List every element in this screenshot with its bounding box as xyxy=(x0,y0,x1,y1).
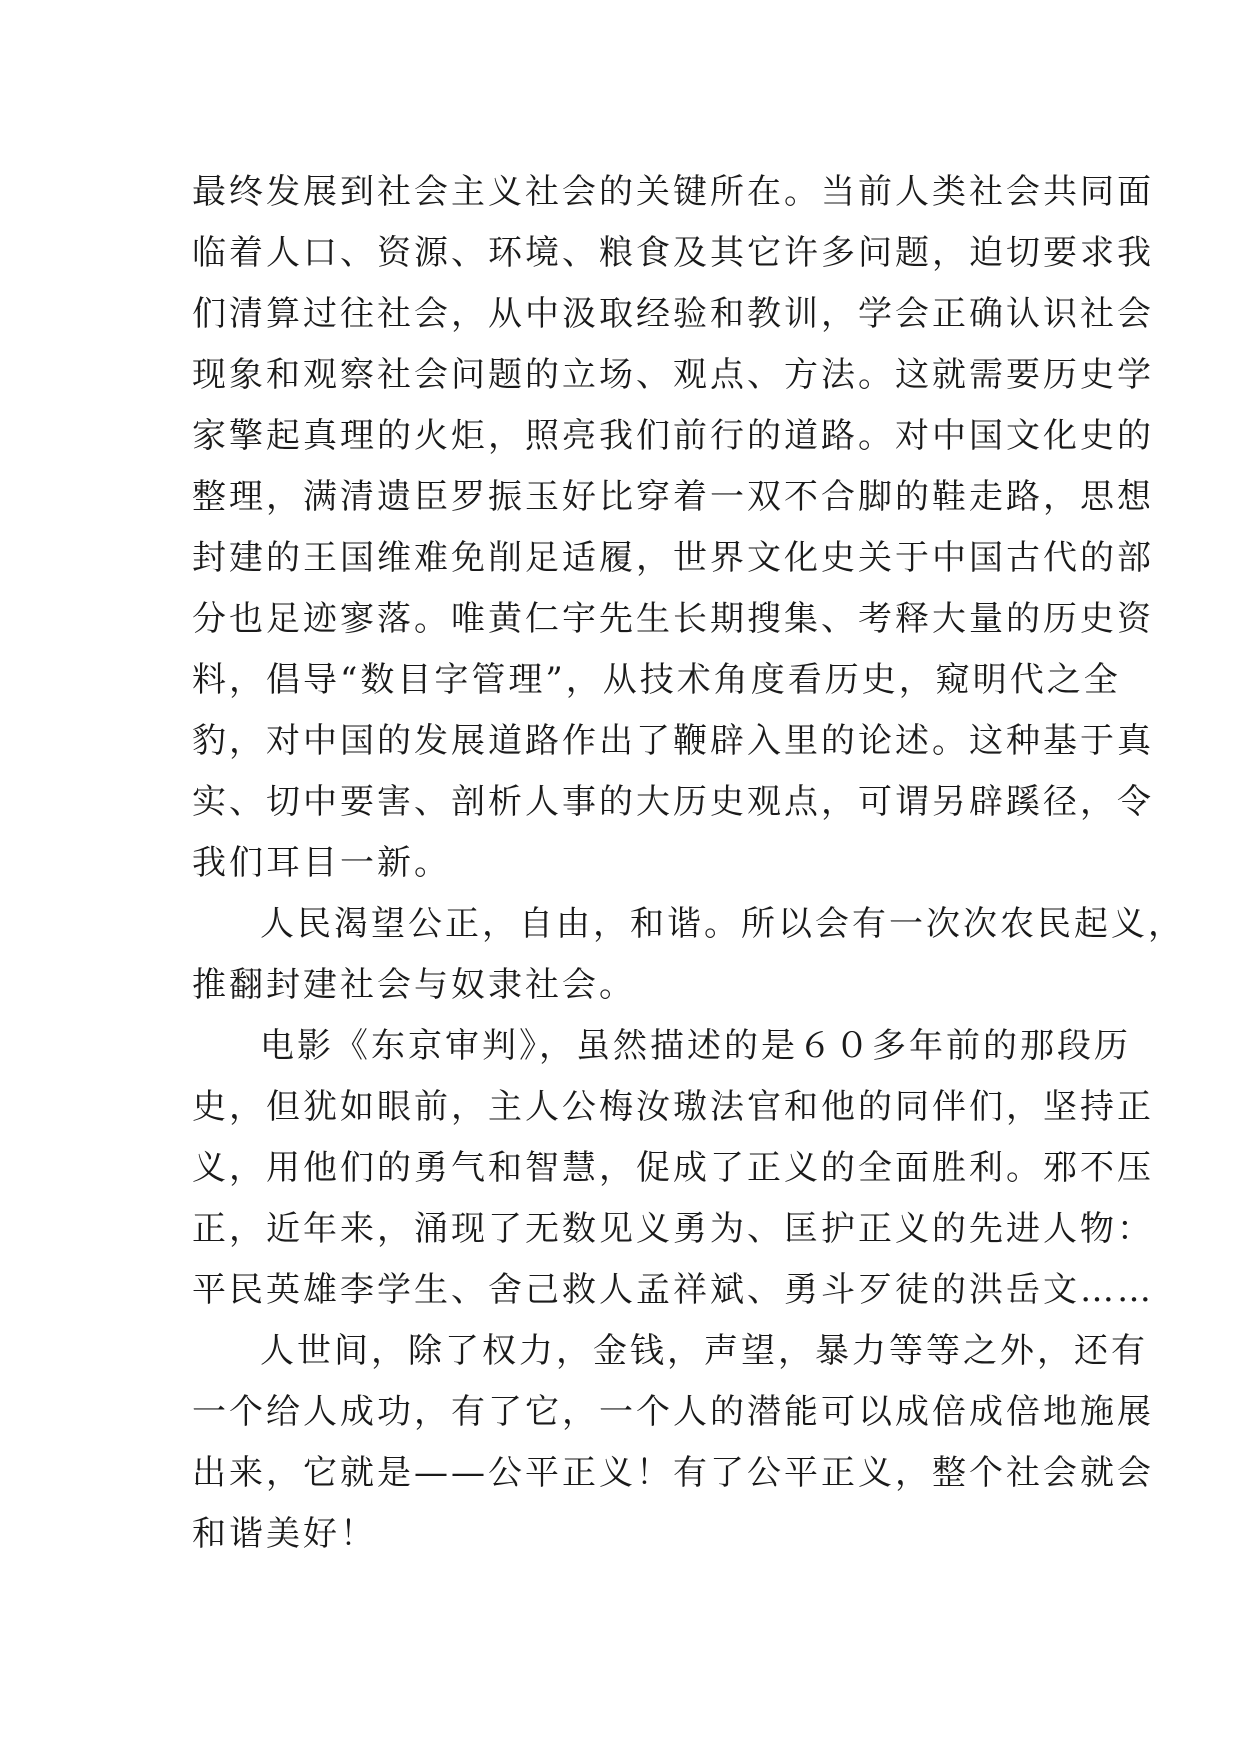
text-line: 最终发展到社会主义社会的关键所在。当前人类社会共同面 xyxy=(192,172,1154,212)
text-line: 们清算过往社会，从中汲取经验和教训，学会正确认识社会 xyxy=(192,294,1154,334)
text-line: 一个给人成功，有了它，一个人的潜能可以成倍成倍地施展 xyxy=(192,1392,1154,1432)
text-line: 分也足迹寥落。唯黄仁宇先生长期搜集、考释大量的历史资 xyxy=(192,599,1154,639)
text-line: 推翻封建社会与奴隶社会。 xyxy=(192,965,636,1005)
text-line: 家擎起真理的火炬，照亮我们前行的道路。对中国文化史的 xyxy=(192,416,1154,456)
text-line: 整理，满清遗臣罗振玉好比穿着一双不合脚的鞋走路，思想 xyxy=(192,477,1154,517)
body-text xyxy=(192,162,1185,1565)
text-line: 史，但犹如眼前，主人公梅汝璈法官和他的同伴们，坚持正 xyxy=(192,1087,1154,1127)
text-line: 正，近年来，涌现了无数见义勇为、匡护正义的先进人物： xyxy=(192,1209,1154,1249)
paragraph-start-line: 电影《东京审判》，虽然描述的是６０多年前的那段历 xyxy=(260,1026,1131,1066)
text-line: 豹，对中国的发展道路作出了鞭辟入里的论述。这种基于真 xyxy=(192,721,1154,761)
text-line: 实、切中要害、剖析人事的大历史观点，可谓另辟蹊径，令 xyxy=(192,782,1154,822)
paragraph-start-line: 人民渴望公正，自由，和谐。所以会有一次次农民起义， xyxy=(260,904,1185,944)
text-line: 义，用他们的勇气和智慧，促成了正义的全面胜利。邪不压 xyxy=(192,1148,1154,1188)
text-line: 平民英雄李学生、舍己救人孟祥斌、勇斗歹徒的洪岳文…… xyxy=(192,1270,1154,1310)
paragraph-start-line: 人世间，除了权力，金钱，声望，暴力等等之外，还有 xyxy=(260,1331,1148,1371)
text-line: 和谐美好！ xyxy=(192,1514,377,1554)
text-line: 料，倡导“数目字管理”，从技术角度看历史，窥明代之全 xyxy=(192,660,1121,700)
text-line: 出来，它就是——公平正义！有了公平正义，整个社会就会 xyxy=(192,1453,1154,1493)
text-line: 临着人口、资源、环境、粮食及其它许多问题，迫切要求我 xyxy=(192,233,1154,273)
text-line: 我们耳目一新。 xyxy=(192,843,451,883)
text-line: 封建的王国维难免削足适履，世界文化史关于中国古代的部 xyxy=(192,538,1154,578)
text-line: 现象和观察社会问题的立场、观点、方法。这就需要历史学 xyxy=(192,355,1154,395)
